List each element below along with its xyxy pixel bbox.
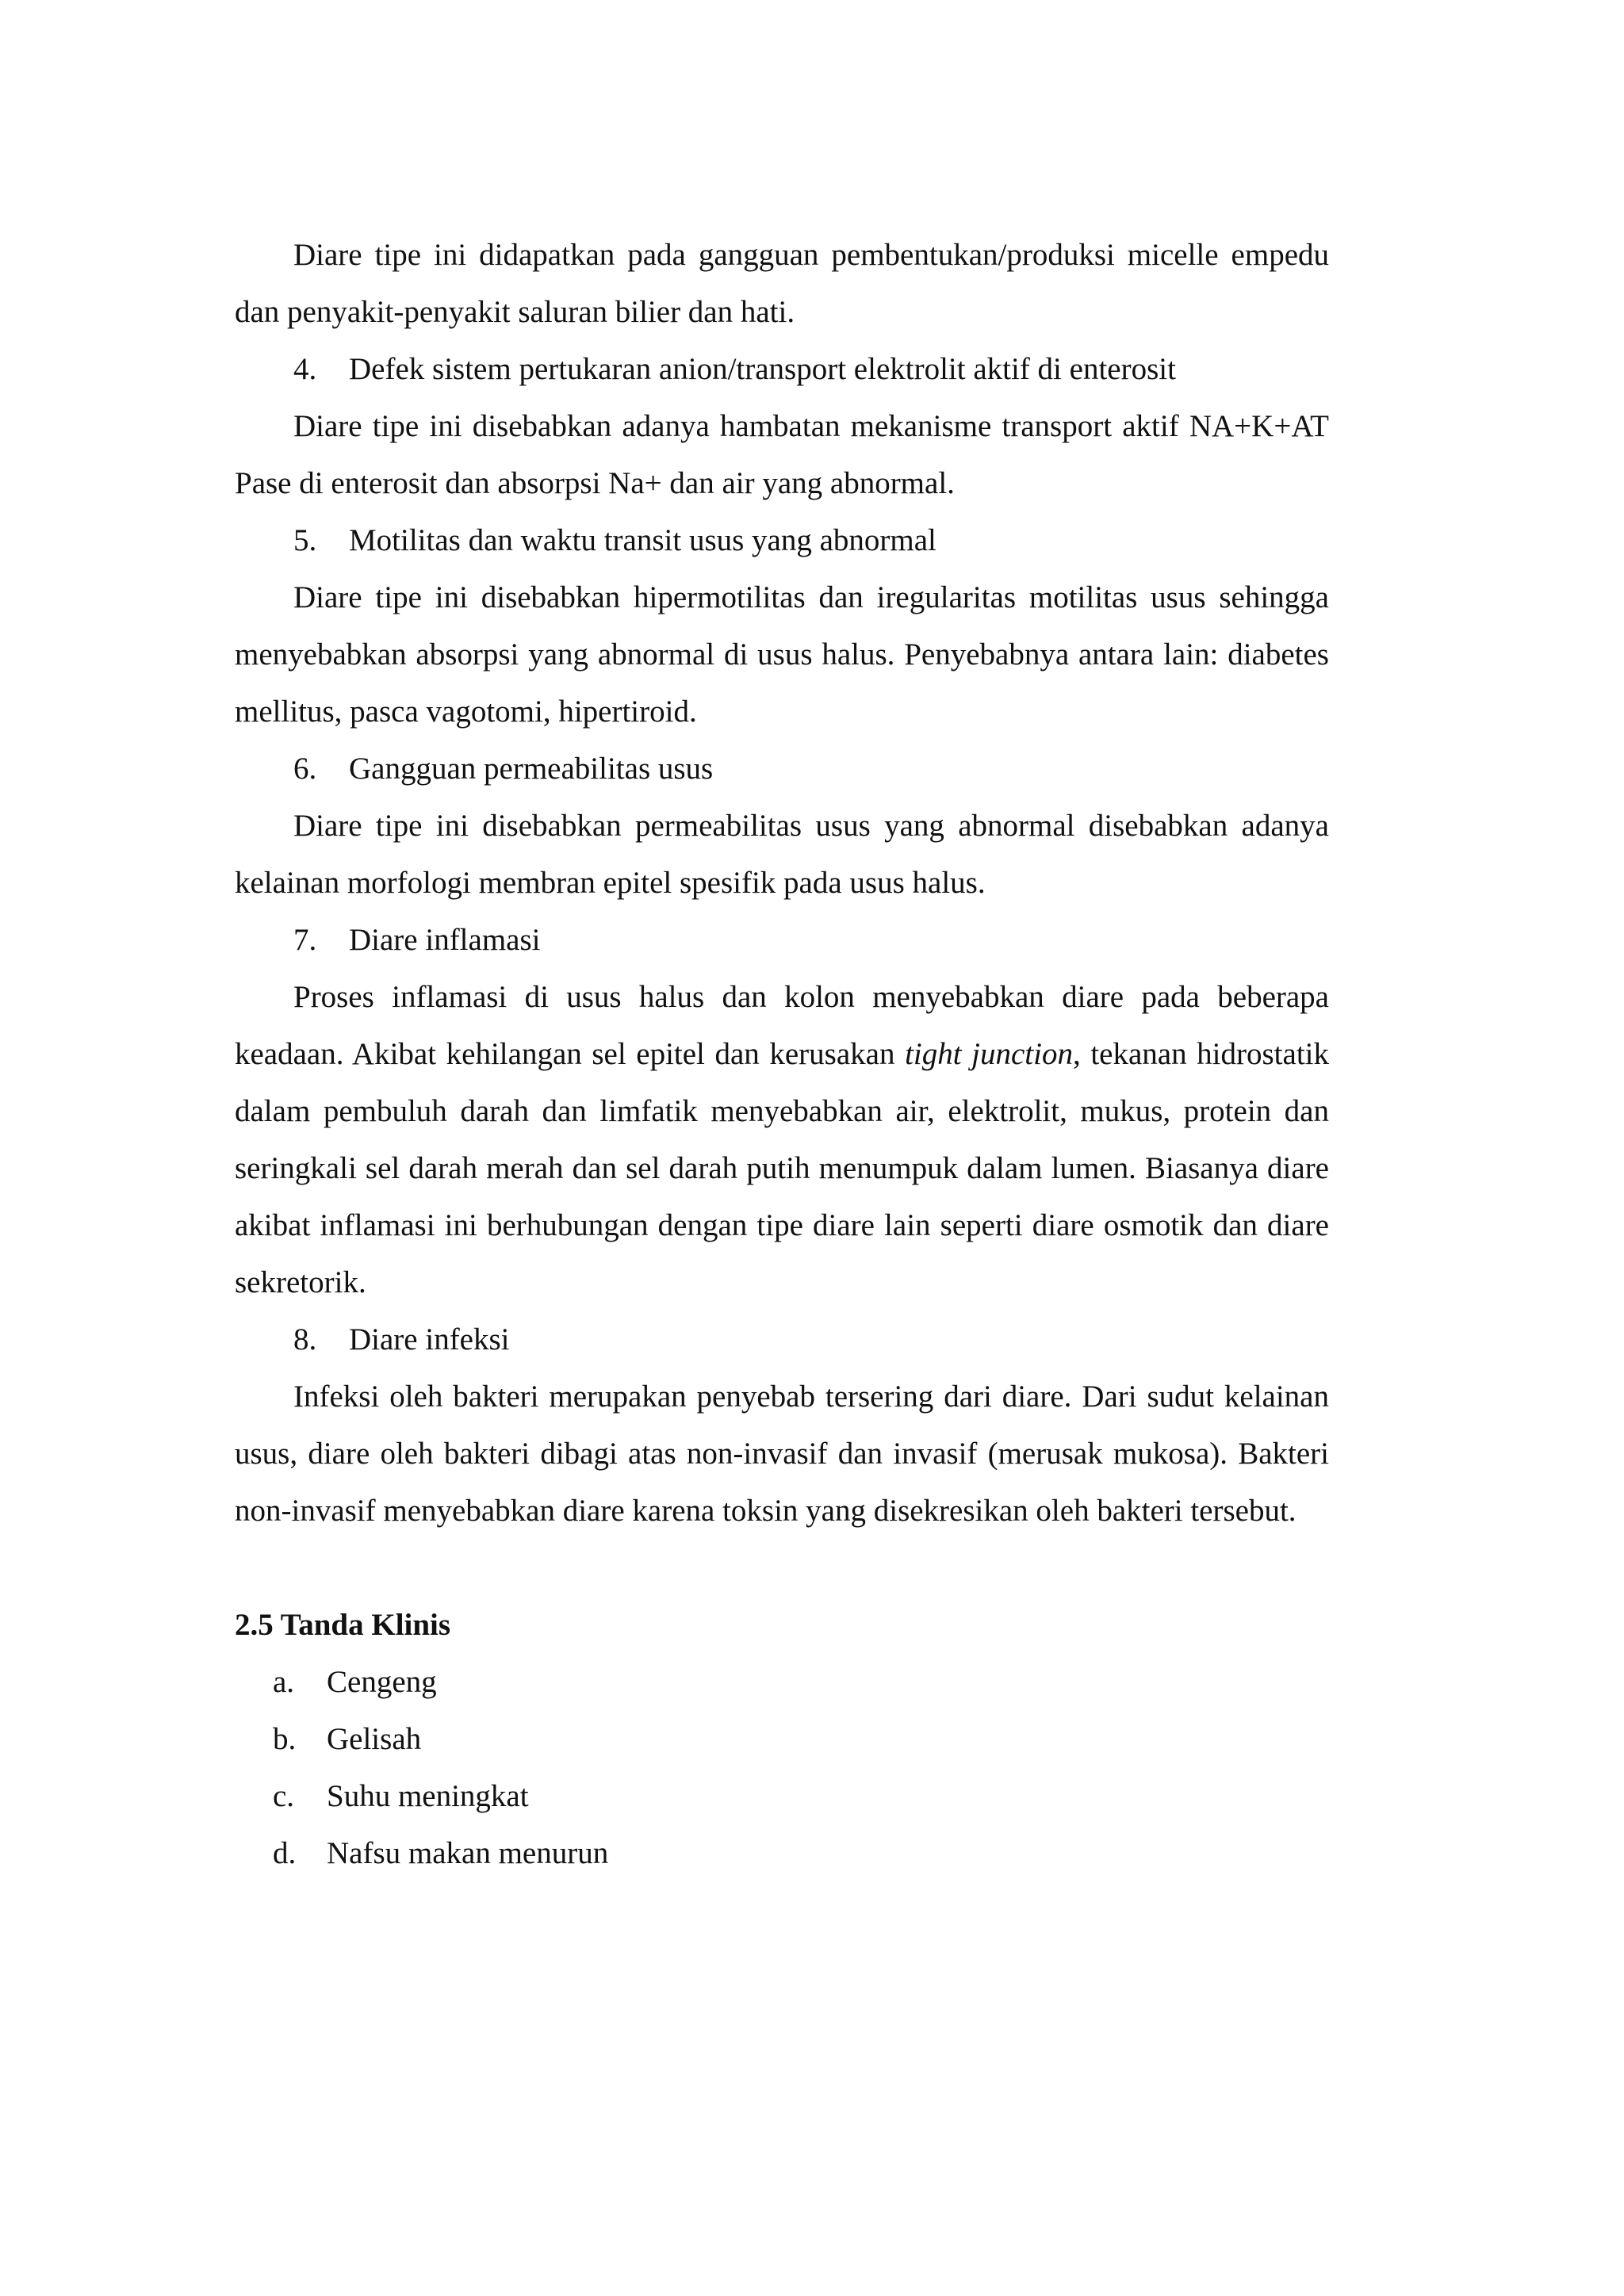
section-heading: 2.5 Tanda Klinis [235, 1608, 451, 1642]
list-number: 4. [293, 352, 317, 386]
paragraph-item-4: Diare tipe ini disebabkan adanya hambatan mekanisme transport aktif NA+K+AT Pase di enterosit dan absorpsi Na+ dan air yang abnormal. [235, 409, 1329, 500]
list-letter: d. [273, 1836, 297, 1870]
paragraph-text: , tekanan hidrostatik dalam pembuluh darah dan limfatik menyebabkan air, elektrolit, mukus, protein dan seringkali sel darah merah dan sel darah putih menumpuk dalam lumen. Biasanya diare akibat inflamasi ini berhubungan dengan tipe diare lain seperti diare osmotik dan diare sekretorik. [235, 1037, 1329, 1299]
list-text: Gelisah [327, 1722, 422, 1756]
paragraph-item-6: Diare tipe ini disebabkan permeabilitas usus yang abnormal disebabkan adanya kelainan morfologi membran epitel spesifik pada usus halus. [235, 809, 1329, 900]
list-text: Suhu meningkat [327, 1779, 529, 1813]
list-title: Gangguan permeabilitas usus [349, 752, 714, 786]
list-title: Diare infeksi [349, 1322, 510, 1357]
paragraph-item-8: Infeksi oleh bakteri merupakan penyebab tersering dari diare. Dari sudut kelainan usus, diare oleh bakteri dibagi atas non-invasif dan invasif (merusak mukosa). Bakteri non-invasif menyebabkan diare karena toksin yang disekresikan oleh bakteri tersebut. [235, 1380, 1329, 1528]
clinical-sign-c [235, 1768, 1329, 1825]
list-number: 6. [293, 752, 317, 786]
list-item-7 [235, 912, 1329, 969]
list-title: Diare inflamasi [349, 923, 541, 957]
list-item-8 [235, 1311, 1329, 1368]
list-letter: c. [273, 1779, 295, 1813]
list-title: Motilitas dan waktu transit usus yang abnormal [349, 523, 936, 557]
list-text: Nafsu makan menurun [327, 1836, 609, 1870]
list-letter: a. [273, 1665, 295, 1699]
list-item-4 [235, 341, 1329, 398]
list-item-5 [235, 512, 1329, 569]
list-number: 7. [293, 923, 317, 957]
paragraph-text: Proses inflamasi di usus halus dan kolon menyebabkan diare pada beberapa keadaan. Akibat kehilangan sel epitel dan kerusakan [235, 980, 1329, 1071]
italic-term: tight junction [905, 1037, 1073, 1071]
clinical-sign-a [235, 1654, 1329, 1711]
paragraph-item-5: Diare tipe ini disebabkan hipermotilitas dan iregularitas motilitas usus sehingga menyebabkan absorpsi yang abnormal di usus halus. Penyebabnya antara lain: diabetes mellitus, pasca vagotomi, hipertiroid. [235, 580, 1329, 729]
list-number: 5. [293, 523, 317, 557]
paragraph-item-7 [235, 969, 1329, 1311]
clinical-sign-b [235, 1711, 1329, 1768]
clinical-sign-d [235, 1825, 1329, 1882]
list-number: 8. [293, 1322, 317, 1357]
list-letter: b. [273, 1722, 297, 1756]
list-item-6 [235, 740, 1329, 798]
list-title: Defek sistem pertukaran anion/transport elektrolit aktif di enterosit [349, 352, 1176, 386]
paragraph-intro: Diare tipe ini didapatkan pada gangguan pembentukan/produksi micelle empedu dan penyakit-penyakit saluran bilier dan hati. [235, 238, 1329, 329]
list-text: Cengeng [327, 1665, 437, 1699]
document-page [235, 227, 1329, 1882]
